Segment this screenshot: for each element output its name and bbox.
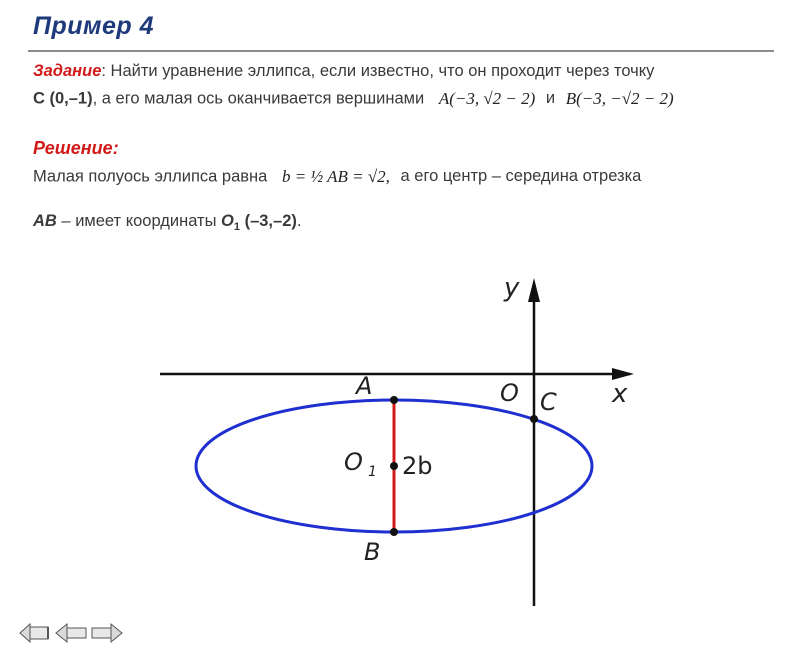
center-point-sub: 1 [368, 464, 377, 480]
solution-text-2: а его центр – середина отрезка [400, 167, 642, 186]
right-arrow-icon[interactable] [90, 621, 124, 645]
center-dot [390, 462, 398, 470]
solution-label: Решение [33, 138, 113, 158]
task-label: Задание [33, 62, 102, 80]
solution-text-1: Малая полуось эллипса равна [33, 167, 268, 186]
point-a-label: A [356, 372, 373, 400]
and-word: и [545, 89, 556, 108]
point-a-dot [390, 396, 398, 404]
vertex-b-formula: B(−3, −√2 − 2) [565, 89, 674, 108]
task-text-2: , а его малая ось оканчивается вершинами [92, 89, 425, 108]
ab-label: AB [33, 212, 57, 230]
y-axis-label: y [504, 273, 520, 303]
back-arrow-icon[interactable] [18, 621, 52, 645]
point-c-dot [530, 415, 538, 423]
point-c-text: C (0,–1) [33, 89, 93, 108]
vertex-a-formula: A(−3, √2 − 2) [438, 89, 536, 108]
center-sub: 1 [233, 221, 240, 233]
center-label: O [221, 212, 234, 230]
point-b-label: B [364, 538, 381, 566]
solution-colon: : [112, 138, 119, 158]
task-text-1: : Найти уравнение эллипса, если известно, что он проходит через точку [101, 62, 655, 80]
slide-navigation [18, 621, 124, 645]
b-formula: b = ½ AB = √2, [281, 167, 390, 186]
point-b-dot [390, 528, 398, 536]
solution-text-end: . [296, 212, 302, 230]
slide-title: Пример 4 [33, 12, 155, 40]
left-arrow-icon[interactable] [54, 621, 88, 645]
segment-length-label: 2b [402, 452, 433, 480]
center-coords: (–3,–2) [240, 212, 297, 230]
x-axis-label: x [612, 379, 628, 409]
y-axis-arrow [528, 278, 540, 302]
origin-label: O [500, 379, 519, 407]
point-c-label: C [540, 388, 557, 416]
center-point-label: O [344, 448, 363, 476]
solution-text-3: – имеет координаты [56, 212, 222, 230]
